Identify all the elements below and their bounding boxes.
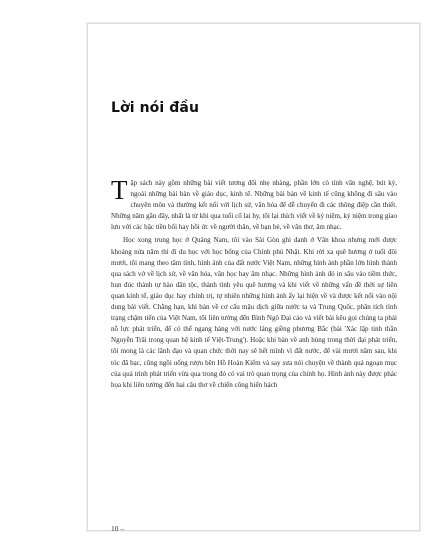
chapter-title: Lời nói đầu: [111, 100, 200, 116]
body-text: [111, 175, 397, 391]
drop-cap: T: [111, 175, 128, 205]
paragraph-1-text: ập sách này gồm những bài viết tương đối nhẹ nhàng, phần lớn có tính văn nghệ, bút ký, ngoài những bài bàn về giáo dục, kinh tế. Những bài bàn về kinh tế cũng không đi sâu vào chuyên môn và thường kết nối với lịch sử, văn hóa để dễ chuyển đi các thông điệp cần thiết. Những năm gần đây, nhất là từ khi qua tuổi cổ lai hy, tôi lại thích viết về kỷ niệm, kỷ niệm trong giao lưu với các bậc tiền bối hay hồi ức về người thân, về bạn bè, về văn thơ, âm nhạc.: [111, 179, 397, 232]
page-number: 10 –: [111, 524, 125, 533]
book-page: [88, 24, 419, 533]
paragraph-2: Học xong trung học ở Quảng Nam, tôi vào Sài Gòn ghi danh ở Văn khoa nhưng mới được khoảng nửa năm thì đi du học với học bổng của Chính phủ Nhật. Khi rời xa quê hương ở tuổi đôi mươi, tôi mang theo tâm tình, hình ảnh của đất nước Việt Nam, những hình ảnh phần lớn hình thành qua sách vở về lịch sử, về văn hóa, văn học hay âm nhạc. Những hình ảnh đó in sâu vào tiềm thức, hun đúc thành tự hào dân tộc, thành tình yêu quê hương và khi viết về những vấn đề thời sự liên quan kinh tế, giáo dục hay chính trị, tự nhiên những hình ảnh ấy lại hiện về và được kết nối vào nội dung bài viết. Chẳng hạn, khi bàn về cơ cấu mậu dịch giữa nước ta và Trung Quốc, phân tích tình trạng chậm tiến của Việt Nam, tôi liên tưởng đến Bình Ngô Đại cáo và viết bài kêu gọi chúng ta phải nỗ lực phát triển, để có thể ngang hàng với nước láng giềng phương Bắc (bài 'Xác lập tinh thần Nguyễn Trãi trong quan hệ kinh tế Việt-Trung'). Hoặc khi bàn về anh hùng trong thời đại phát triển, tôi mong là các lãnh đạo và quan chức thời nay sẽ hết mình vì đất nước, để vài mươi năm sau, khi tóc đã bạc, cũng ngồi uống rượu bên Hồ Hoàn Kiếm và say sưa nói chuyện về thành quả ngoạn mục của quá trình phát triển vừa qua trong đó có vai trò quan trọng của chính họ. Hình ảnh này được phác họa khi liên tưởng đến hai câu thơ về chiến công hiển hách: [111, 236, 397, 389]
paragraph-1: [111, 175, 397, 233]
